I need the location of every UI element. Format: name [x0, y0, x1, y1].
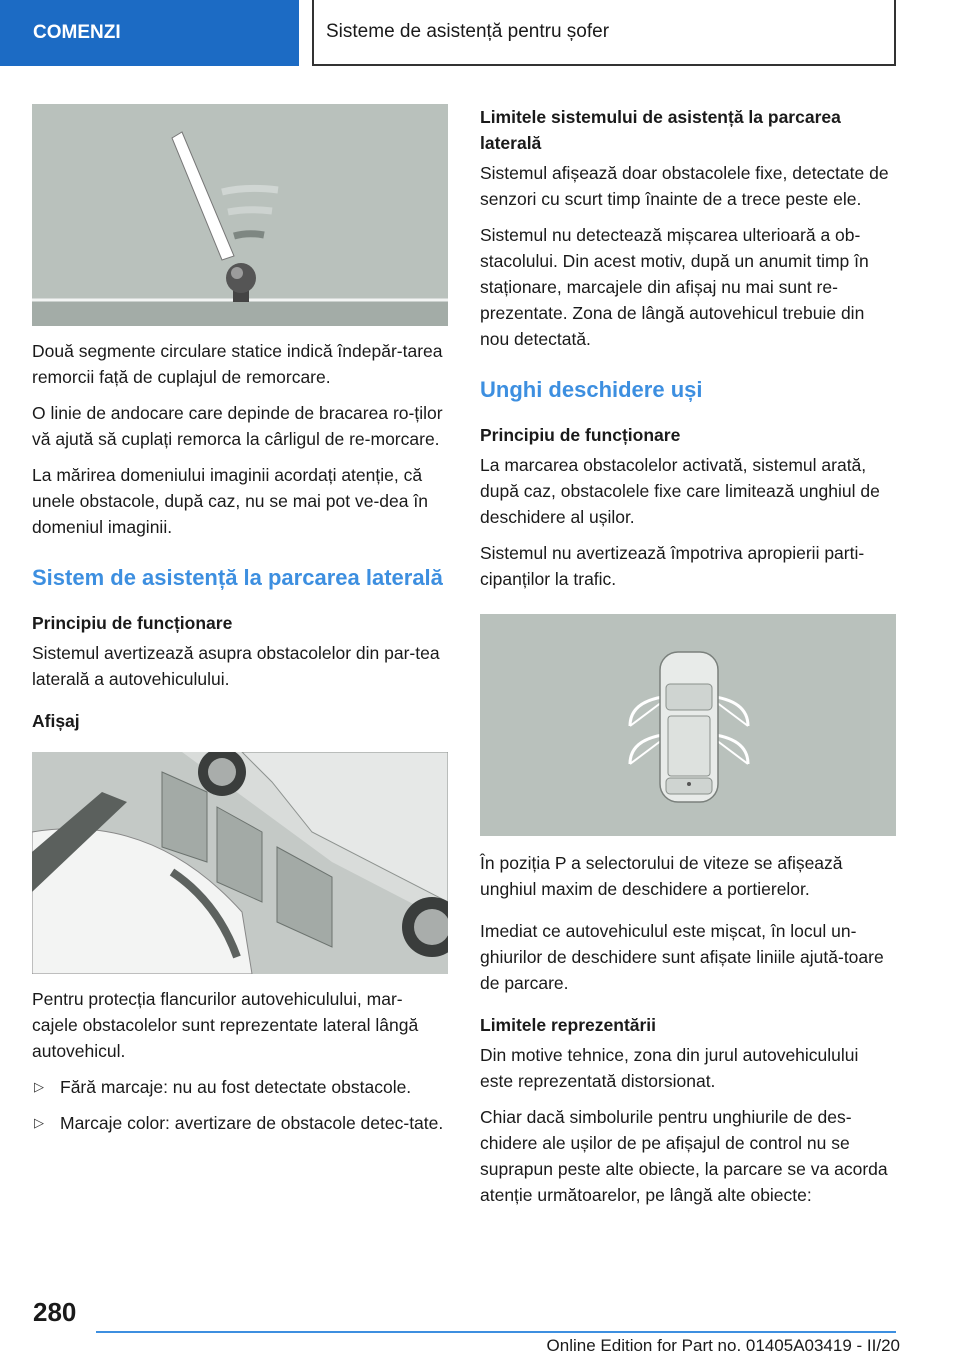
list-item: ▷ Marcaje color: avertizare de obstacole detec-tate.	[32, 1110, 448, 1136]
section-heading: Sistem de asistență la parcarea laterală	[32, 565, 443, 590]
paragraph: Din motive tehnice, zona din jurul autovehiculului este reprezentată distorsionat.	[480, 1045, 859, 1091]
footer-divider	[96, 1331, 896, 1333]
paragraph: O linie de andocare care depinde de bracarea ro-ților vă ajută să cuplați remorca la cârligul de re-morcare.	[32, 403, 443, 449]
chapter-title: Sisteme de asistență pentru șofer	[312, 0, 896, 66]
paragraph: La marcarea obstacolelor activată, sistemul arată, după caz, obstacolele fixe care limitează unghiul de deschidere al ușilor.	[480, 455, 880, 527]
paragraph: Pentru protecția flancurilor autovehiculului, mar-cajele obstacolelor sunt reprezentate lateral lângă autovehicul.	[32, 989, 419, 1061]
triangle-bullet-icon: ▷	[34, 1079, 44, 1094]
paragraph: Sistemul nu avertizează împotriva apropierii parti-cipanților la trafic.	[480, 543, 865, 589]
trailer-hitch-illustration	[32, 104, 448, 326]
paragraph: Chiar dacă simbolurile pentru unghiurile de des-chidere ale ușilor de pe afișajul de control nu se suprapun peste alte obiecte, la parcare se va acorda atenție următoarelor, pe lângă alte obiecte:	[480, 1107, 888, 1205]
side-parking-figure	[32, 752, 448, 974]
section-heading: Unghi deschidere uși	[480, 377, 703, 402]
paragraph: În poziția P a selectorului de viteze se afișează unghiul maxim de deschidere a portierelor.	[480, 853, 843, 899]
subheading: Principiu de funcționare	[480, 425, 681, 445]
paragraph: Imediat ce autovehiculul este mișcat, în locul un-ghiurilor de deschidere sunt afișate liniile ajută-toare de parcare.	[480, 921, 884, 993]
paragraph: Sistemul nu detectează mișcarea ulterioară a ob-stacolului. Din acest motiv, după un anumit timp în staționare, marcajele din afișaj nu mai sunt re-prezentate. Zona de lângă autovehicul trebuie din nou detectată.	[480, 225, 869, 349]
bullet-list	[32, 1074, 448, 1136]
section-tab: COMENZI	[0, 0, 299, 66]
subheading: Afișaj	[32, 711, 80, 731]
paragraph: Sistemul avertizează asupra obstacolelor din par-tea laterală a autovehiculului.	[32, 643, 440, 689]
subheading: Limitele reprezentării	[480, 1015, 657, 1035]
side-parking-illustration	[32, 752, 448, 974]
subheading: Principiu de funcționare	[32, 613, 233, 633]
triangle-bullet-icon: ▷	[34, 1115, 44, 1130]
trailer-hitch-figure	[32, 104, 448, 326]
list-item: ▷ Fără marcaje: nu au fost detectate obstacole.	[32, 1074, 448, 1100]
right-column	[480, 104, 896, 1218]
paragraph: Sistemul afișează doar obstacolele fixe, detectate de senzori cu scurt timp înainte de a trece peste ele.	[480, 163, 889, 209]
door-opening-illustration	[480, 614, 896, 836]
edition-text: Online Edition for Part no. 01405A03419 - II/20	[546, 1336, 900, 1355]
page-number: 280	[33, 1297, 77, 1327]
paragraph: Două segmente circulare statice indică îndepăr-tarea remorcii față de cuplajul de remorcare.	[32, 341, 443, 387]
door-opening-figure	[480, 614, 896, 836]
paragraph: La mărirea domeniului imaginii acordați atenție, că unele obstacole, după caz, nu se mai pot ve-dea în domeniul imaginii.	[32, 465, 428, 537]
left-column	[32, 104, 448, 1146]
subheading: Limitele sistemului de asistență la parcarea laterală	[480, 107, 841, 153]
